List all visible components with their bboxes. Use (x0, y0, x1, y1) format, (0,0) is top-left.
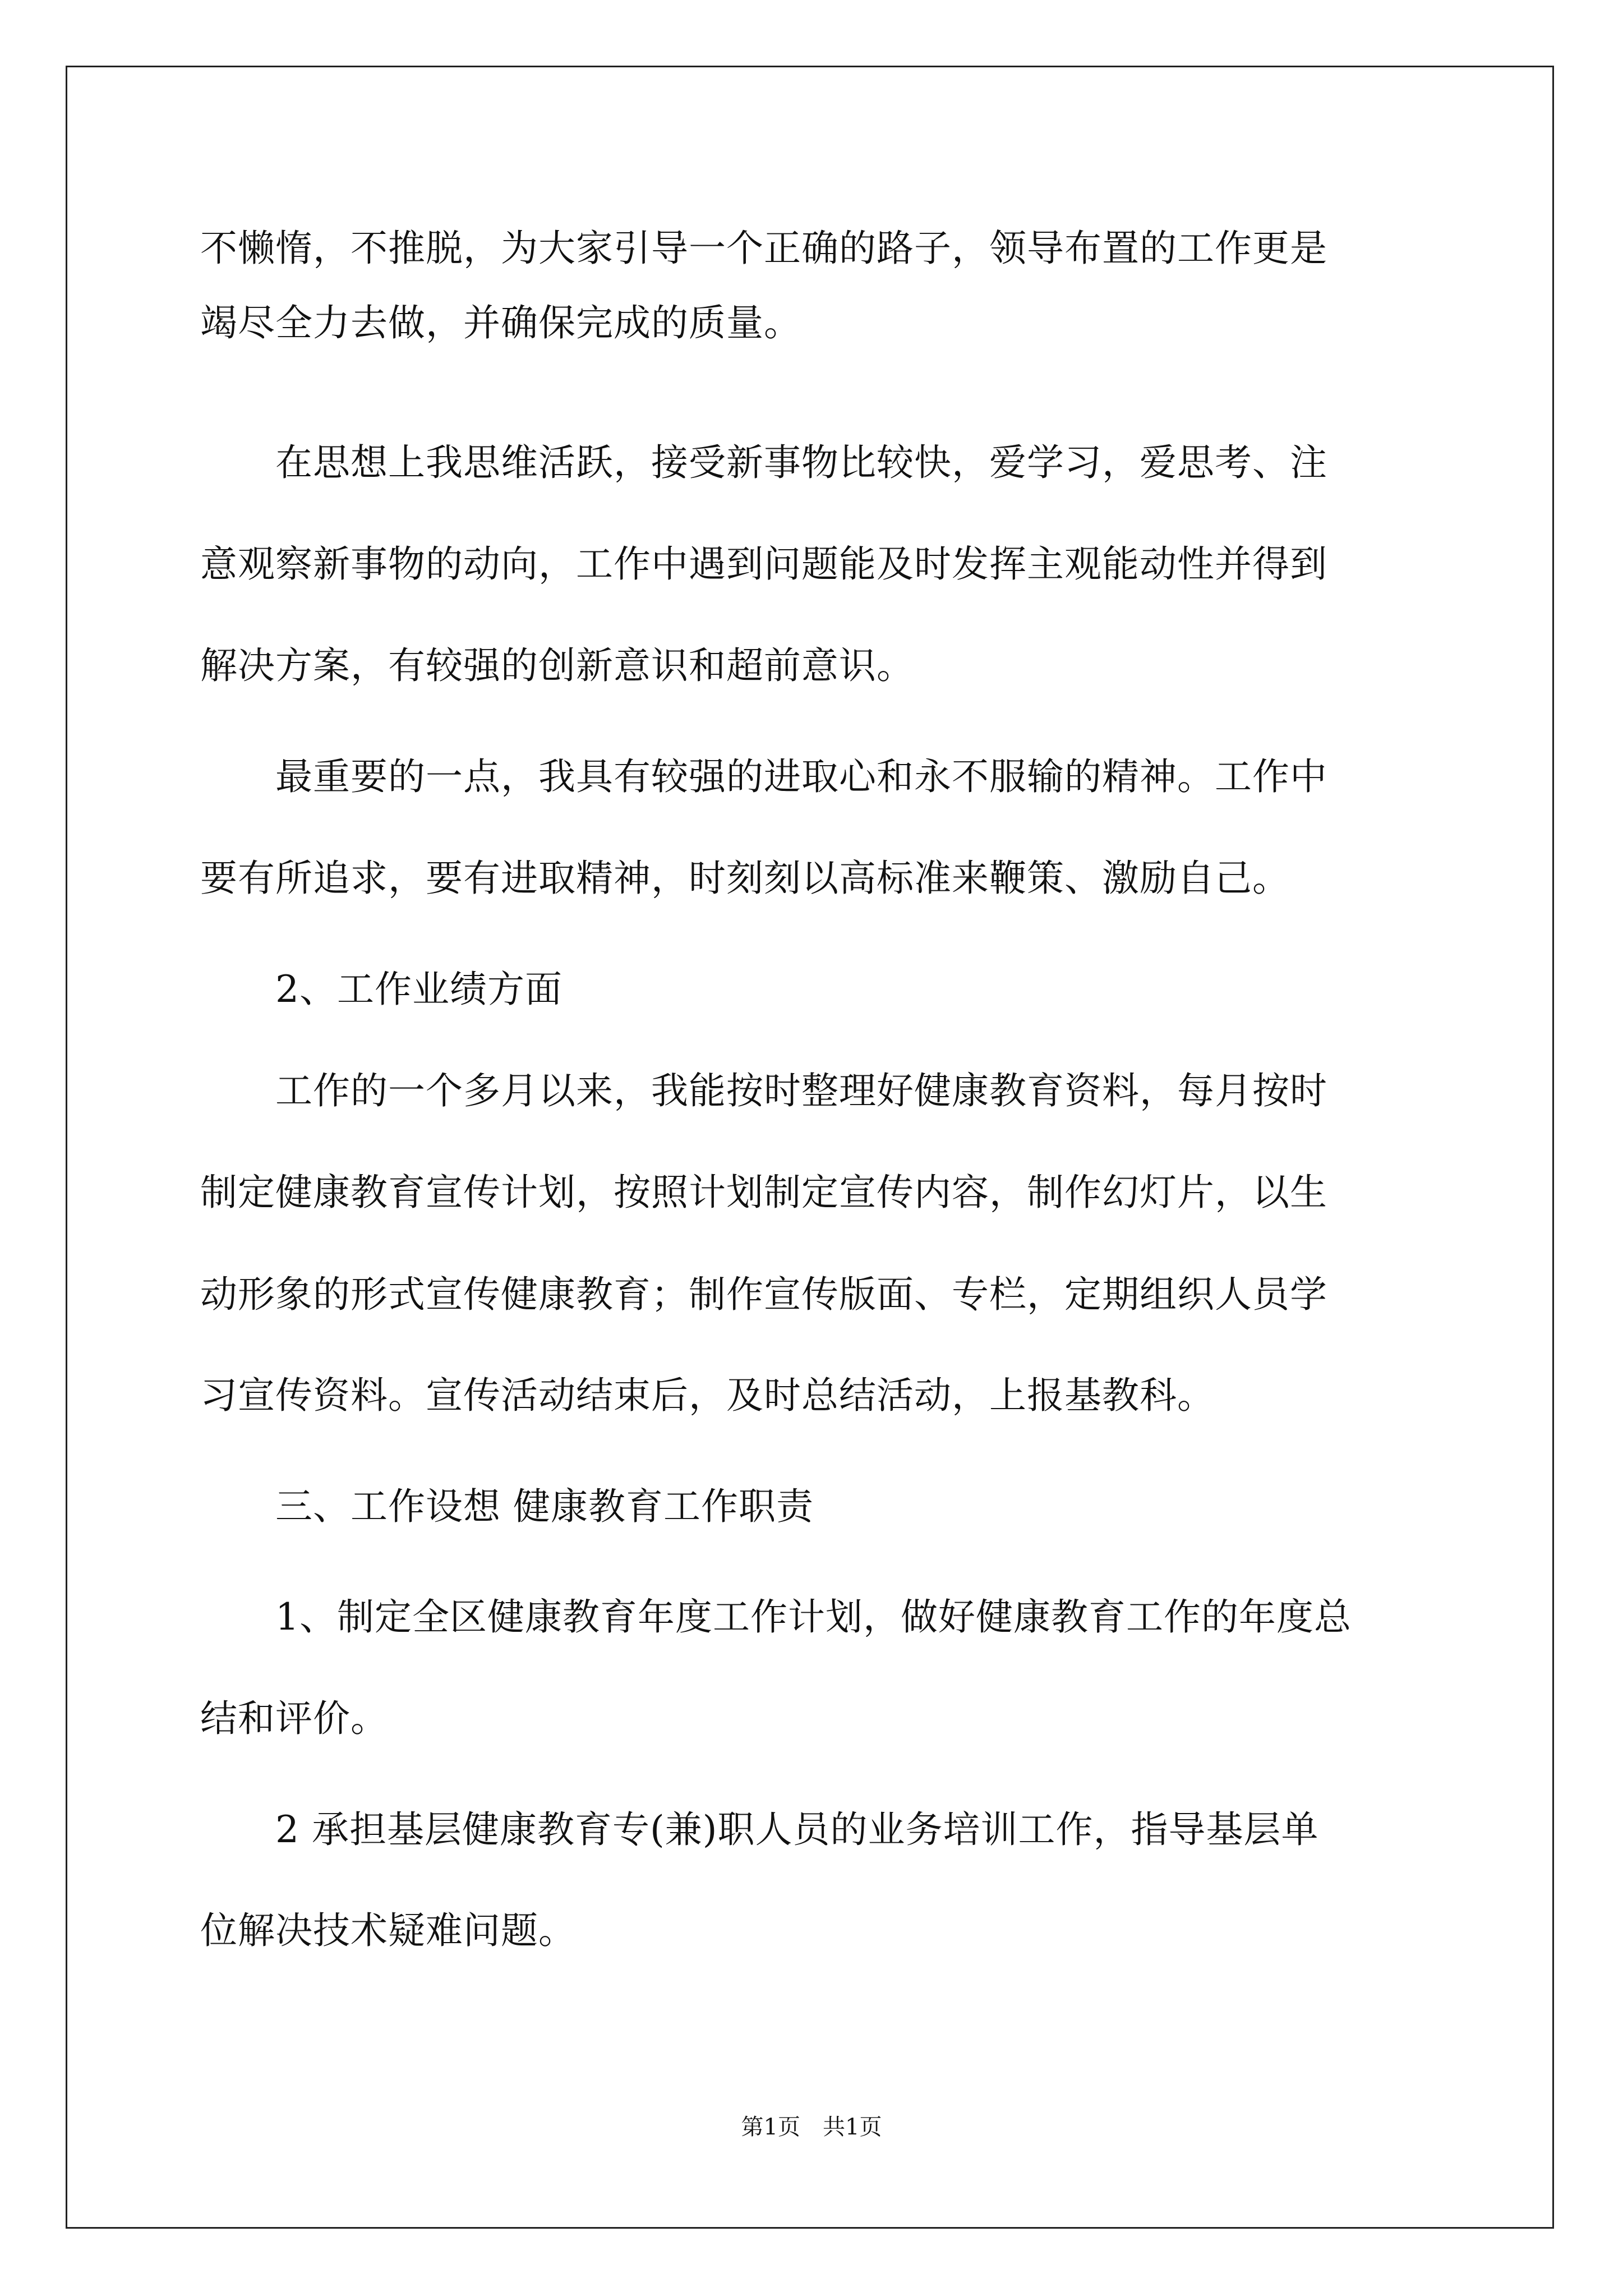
text-line: 竭尽全力去做，并确保完成的质量。 (200, 301, 801, 344)
text-line: 工作的一个多月以来，我能按时整理好健康教育资料，每月按时 (200, 1069, 1327, 1112)
text-line: 不懒惰，不推脱，为大家引导一个正确的路子，领导布置的工作更是 (200, 227, 1327, 270)
text-line: 2 承担基层健康教育专(兼)职人员的业务培训工作，指导基层单 (200, 1808, 1319, 1851)
text-line: 习宣传资料。宣传活动结束后，及时总结活动，上报基教科。 (200, 1374, 1215, 1417)
section-heading: 2、工作业绩方面 (200, 968, 562, 1011)
text-line: 在思想上我思维活跃，接受新事物比较快，爱学习，爱思考、注 (200, 441, 1327, 484)
page-border (66, 66, 1554, 2229)
text-line: 解决方案，有较强的创新意识和超前意识。 (200, 644, 914, 687)
text-line: 位解决技术疑难问题。 (200, 1909, 576, 1952)
text-line: 结和评价。 (200, 1697, 388, 1740)
text-line: 1、制定全区健康教育年度工作计划，做好健康教育工作的年度总 (200, 1595, 1352, 1639)
text-line: 最重要的一点，我具有较强的进取心和永不服输的精神。工作中 (200, 755, 1327, 798)
page-footer: 第1页 共1页 (741, 2114, 882, 2140)
text-line: 制定健康教育宣传计划，按照计划制定宣传内容，制作幻灯片，以生 (200, 1171, 1327, 1214)
text-line: 要有所追求，要有进取精神，时刻刻以高标准来鞭策、激励自己。 (200, 857, 1290, 900)
section-heading: 三、工作设想 健康教育工作职责 (200, 1485, 814, 1528)
text-line: 动形象的形式宣传健康教育；制作宣传版面、专栏，定期组织人员学 (200, 1273, 1327, 1316)
text-line: 意观察新事物的动向，工作中遇到问题能及时发挥主观能动性并得到 (200, 542, 1327, 586)
